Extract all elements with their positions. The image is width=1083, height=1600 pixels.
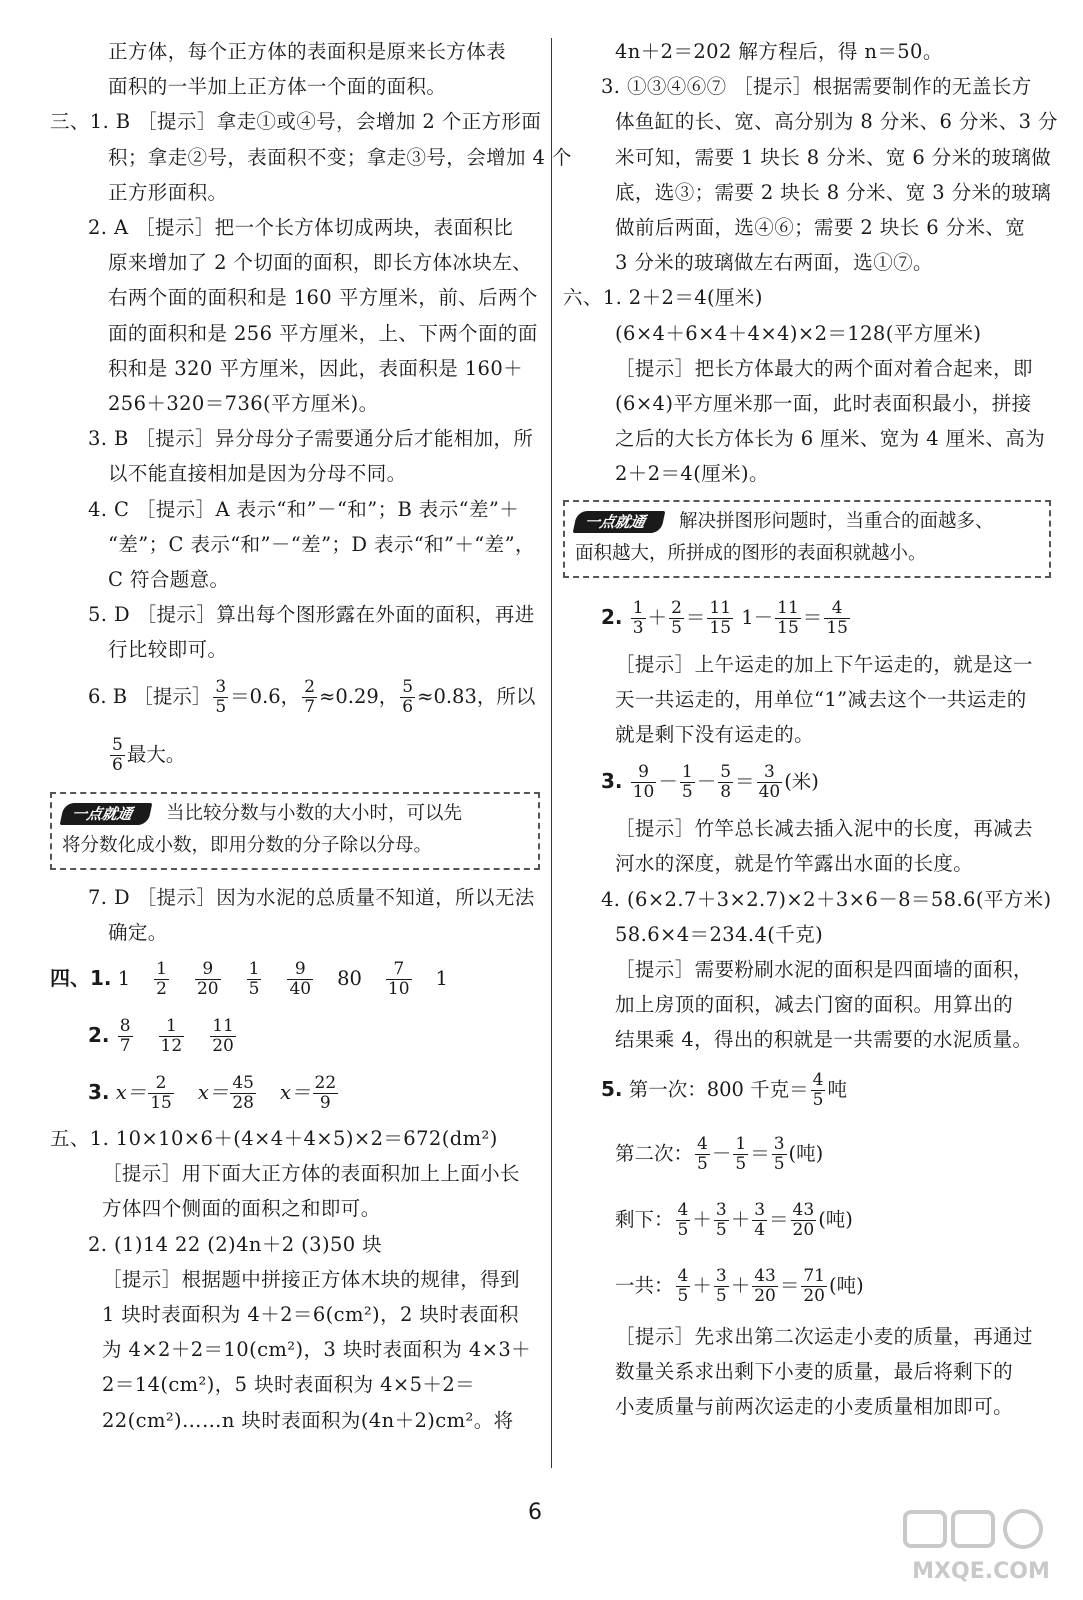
- q4-block: [563, 882, 1051, 1058]
- numerator: 8: [119, 1016, 131, 1037]
- fraction: [733, 1135, 748, 1174]
- math-text: ＋: [692, 1207, 712, 1231]
- section-4-q2: 2. $\frac{8}{7}$ $\frac{1}{12}$ $\frac{11}{20}$: [50, 1007, 540, 1064]
- text-line: 积和是 320 平方厘米，因此，表面积是 160＋: [108, 356, 524, 380]
- denominator: 5: [671, 617, 682, 638]
- page-number: 6: [528, 1500, 542, 1525]
- text-line: ［提示］先求出第二次运走小麦的质量，再通过: [615, 1324, 1033, 1348]
- math-text: －: [711, 1141, 732, 1165]
- fraction: [631, 599, 646, 638]
- math-text: 吨: [827, 1077, 847, 1101]
- numerator: 4: [824, 599, 850, 619]
- text-line: 做前后两面，选④⑥；需要 2 块长 6 分米、宽: [615, 216, 1026, 240]
- math-text: ＝: [735, 770, 755, 794]
- math-text: ＝: [685, 605, 706, 629]
- variable-x: x＝: [197, 1081, 229, 1105]
- fraction: $\frac{5}{6}$: [402, 676, 414, 717]
- denominator: 20: [212, 1036, 234, 1057]
- tip-box-2: 一点就通 解决拼图形问题时，当重合的面越多、 面积越大，所拼成的图形的表面积就越小。: [563, 500, 1051, 578]
- text-line: 面的面积和是 256 平方厘米，上、下两个面的面: [108, 321, 538, 345]
- section-4-q3: 3. x＝ $\frac{2}{15}$ x＝ $\frac{45}{28}$ x＝ $\frac{22}{9}$: [50, 1064, 540, 1121]
- watermark-logo-icon: [901, 1508, 1061, 1586]
- text-line: 加上房顶的面积，减去门窗的面积。用算出的: [615, 993, 1014, 1017]
- math-text: ＝: [750, 1141, 770, 1165]
- math-text: 剩下：: [615, 1207, 674, 1231]
- text-line: 1 块时表面积为 4＋2＝6(cm²)，2 块时表面积: [102, 1303, 519, 1327]
- denominator: 7: [119, 1036, 131, 1057]
- numerator: 7: [386, 960, 412, 980]
- text-line: 就是剩下没有运走的。: [615, 723, 815, 747]
- q2-tip: [563, 647, 1051, 753]
- fraction: [757, 763, 783, 802]
- denominator: 20: [196, 979, 219, 1000]
- text-line: 58.6×4＝234.4(千克): [615, 922, 824, 946]
- denominator: 15: [826, 617, 848, 638]
- fraction: [676, 1201, 691, 1240]
- text-line: 正方形面积。: [108, 180, 228, 204]
- denominator: 5: [681, 782, 693, 803]
- numerator: 11: [212, 1016, 234, 1037]
- numerator: 3: [715, 1265, 727, 1286]
- fraction: $\frac{2}{7}$: [304, 676, 316, 717]
- text-line: ［提示］用下面大正方体的表面积加上上面小长: [102, 1162, 520, 1186]
- text-line: 河水的深度，就是竹竿露出水面的长度。: [615, 852, 974, 876]
- numerator: 1: [159, 1017, 185, 1037]
- fraction: [695, 1135, 710, 1174]
- right-lines-block: [563, 34, 1058, 492]
- fraction: [148, 1074, 174, 1113]
- text-line: ［提示］把长方体最大的两个面对着合起来，即: [615, 356, 1033, 380]
- tip-badge: 一点就通: [573, 511, 666, 533]
- numerator: 5: [720, 762, 732, 783]
- denominator: 5: [248, 979, 260, 1000]
- numerator: 22: [314, 1073, 337, 1094]
- q5-line-2: [563, 1121, 1051, 1187]
- math-text: 第二次：: [615, 1141, 694, 1165]
- text-line: 3 分米的玻璃做左右两面，选①⑦。: [615, 251, 933, 275]
- math-text: 80: [337, 967, 362, 991]
- text-line: 3. B ［提示］异分母分子需要通分后才能相加，所: [88, 427, 534, 451]
- math-text: ＋: [692, 1273, 712, 1297]
- numerator: 43: [792, 1199, 815, 1220]
- numerator: 4: [677, 1199, 689, 1220]
- denominator: 20: [754, 1285, 776, 1306]
- fraction: [159, 1017, 185, 1056]
- fraction: [287, 960, 313, 999]
- q6-prefix: 6. B ［提示］: [88, 684, 212, 708]
- fraction: [772, 1135, 787, 1174]
- numerator: 4: [812, 1069, 824, 1090]
- fraction: [230, 1074, 256, 1113]
- fraction: [210, 1017, 236, 1056]
- fraction: $\frac{3}{5}$: [215, 676, 227, 717]
- denominator: 9: [319, 1093, 331, 1114]
- denominator: 5: [677, 1219, 689, 1240]
- text-line: 底，选③；需要 2 块长 8 分米、宽 3 分米的玻璃: [615, 180, 1052, 204]
- text-line: 小麦质量与前两次运走的小麦质量相加即可。: [615, 1395, 1014, 1419]
- tip-box-1: 一点就通 当比较分数与小数的大小时，可以先 将分数化成小数，即用分数的分子除以分母。: [50, 792, 540, 870]
- text-line: 为 4×2＋2＝10(cm²)，3 块时表面积为 4×3＋: [102, 1338, 532, 1362]
- text-line: 五、1. 10×10×6＋(4×4＋4×5)×2＝672(dm²): [50, 1127, 498, 1151]
- text-line: 右两个面的面积和是 160 平方厘米，前、后两个: [108, 286, 538, 310]
- numerator: 9: [287, 960, 313, 980]
- numerator: 3: [757, 763, 783, 783]
- numerator: 71: [803, 1265, 825, 1286]
- numerator: 9: [195, 960, 221, 980]
- q7-line-2: 确定。: [108, 920, 168, 944]
- numerator: 3: [773, 1133, 785, 1154]
- numerator: 1: [735, 1133, 747, 1154]
- text-line: 原来增加了 2 个切面的面积，即长方体冰块左、: [108, 251, 533, 275]
- fraction: [707, 599, 733, 638]
- numerator: 43: [754, 1265, 776, 1286]
- math-text: ＋: [730, 1273, 751, 1297]
- fraction: [801, 1267, 827, 1306]
- text-line: 米可知，需要 1 块长 8 分米、宽 6 分米的玻璃做: [615, 145, 1052, 169]
- text-line: 方体四个侧面的面积之和即可。: [102, 1197, 381, 1221]
- denominator: 20: [792, 1219, 815, 1240]
- q6-line: 6. B ［提示］ $\frac{3}{5}$ ＝0.6， $\frac{2}{7}$ ≈0.29， $\frac{5}{6}$ ≈0.83，所以: [88, 676, 536, 717]
- fraction: [118, 1017, 133, 1056]
- denominator: 3: [632, 617, 644, 638]
- text-line: 4. (6×2.7＋3×2.7)×2＋3×6－8＝58.6(平方米): [601, 887, 1052, 911]
- denominator: 10: [387, 979, 410, 1000]
- math-text: (吨): [818, 1207, 853, 1231]
- fraction: [631, 763, 657, 802]
- text-line: 256＋320＝736(平方厘米)。: [108, 392, 379, 416]
- numerator: 9: [631, 763, 657, 783]
- math-text: ＝: [779, 1273, 800, 1297]
- denominator: 2: [156, 979, 167, 1000]
- denominator: 5: [812, 1089, 824, 1110]
- denominator: 20: [803, 1285, 825, 1306]
- text-line: 积；拿走②号，表面积不变；拿走③号，会增加 4 个: [108, 145, 572, 169]
- denominator: 40: [758, 782, 781, 803]
- text-line: 体鱼缸的长、宽、高分别为 8 分米、6 分米、3 分: [615, 110, 1058, 134]
- fraction: [680, 763, 695, 802]
- numerator: 11: [709, 597, 732, 618]
- math-text: ＝: [769, 1207, 789, 1231]
- denominator: 15: [709, 617, 732, 638]
- left-column: [50, 34, 572, 1438]
- text-line: 天一共运走的，用单位“1”减去这个一共运走的: [615, 687, 1027, 711]
- text-line: 4. C ［提示］A 表示“和”－“和”；B 表示“差”＋: [88, 497, 520, 521]
- fraction: $\frac{5}{6}$: [112, 734, 123, 775]
- text-line: 4n＋2＝202 解方程后，得 n＝50。: [615, 40, 943, 63]
- denominator: 15: [150, 1093, 172, 1114]
- text-line: ［提示］上午运走的加上下午运走的，就是这一: [615, 652, 1033, 676]
- text-line: 22(cm²)……n 块时表面积为(4n＋2)cm²。将: [102, 1408, 514, 1432]
- denominator: 5: [677, 1285, 689, 1306]
- numerator: 1: [681, 762, 693, 783]
- math-text: 1: [435, 967, 448, 991]
- text-line: ［提示］竹竿总长减去插入泥中的长度，再减去: [615, 817, 1033, 841]
- numerator: 3: [715, 1199, 727, 1220]
- numerator: 11: [777, 597, 799, 618]
- fraction: [154, 960, 169, 999]
- variable-x: x＝: [280, 1081, 311, 1105]
- text-line: 之后的大长方体长为 6 厘米、宽为 4 厘米、高为: [615, 427, 1046, 451]
- text-line: (6×4＋6×4＋4×4)×2＝128(平方厘米): [615, 321, 982, 345]
- q3-tip: [563, 811, 1051, 881]
- numerator: 2: [671, 597, 682, 618]
- q5-line-3: [563, 1187, 1051, 1253]
- math-text: －: [696, 770, 717, 794]
- q5-tip: [563, 1319, 1051, 1425]
- denominator: 8: [720, 782, 732, 803]
- fraction: [676, 1267, 691, 1306]
- text-line: 面积的一半加上正方体一个面的面积。: [108, 75, 447, 99]
- fraction: [313, 1074, 339, 1113]
- numerator: 2: [148, 1074, 174, 1094]
- fraction: [752, 1267, 778, 1306]
- text-line: 5. D ［提示］算出每个图形露在外面的面积，再进: [88, 603, 535, 627]
- math-text: (吨): [788, 1141, 824, 1165]
- fraction: [718, 763, 733, 802]
- q5-line-1: 5. 第一次：800 千克＝ $\frac{4}{5}$ 吨: [601, 1069, 847, 1110]
- text-line: 2＝14(cm²)，5 块时表面积为 4×5＋2＝: [102, 1373, 476, 1397]
- fraction: [714, 1201, 729, 1240]
- fraction: [791, 1201, 817, 1240]
- denominator: 10: [632, 782, 655, 803]
- math-text: －: [658, 770, 678, 794]
- text-line: 3. ①③④⑥⑦ ［提示］根据需要制作的无盖长方: [601, 75, 1032, 99]
- q3-equation: 3. $\frac{9}{10}$ － $\frac{1}{5}$ － $\frac{5}{8}$ ＝ $\frac{3}{40}$ (米): [601, 762, 819, 803]
- fraction: [669, 599, 684, 638]
- fraction: [775, 599, 801, 638]
- numerator: 1: [632, 597, 644, 618]
- text-line: 2＋2＝4(厘米)。: [615, 462, 769, 486]
- fraction: [811, 1071, 826, 1110]
- math-text: ＝: [802, 605, 823, 629]
- text-line: 三、1. B ［提示］拿走①或④号，会增加 2 个正方形面: [50, 110, 542, 134]
- text-line: “差”；C 表示“和”－“差”；D 表示“和”＋“差”，: [108, 532, 535, 556]
- denominator: 5: [697, 1153, 708, 1174]
- right-column: [563, 34, 1058, 1424]
- math-text: 一共：: [615, 1273, 674, 1297]
- numerator: 45: [232, 1073, 254, 1094]
- numerator: 3: [754, 1199, 766, 1220]
- fraction: [195, 960, 221, 999]
- section-5-block: [50, 1121, 540, 1438]
- text-line: ［提示］根据题中拼接正方体木块的规律，得到: [102, 1267, 520, 1291]
- numerator: 1: [156, 959, 167, 980]
- section-4-q1: 四、1. 1 $\frac{1}{2}$ $\frac{9}{20}$ $\frac{1}{5}$ $\frac{9}{40}$ 80 $\frac{7}{10}$ 1: [50, 959, 448, 1000]
- fraction: [752, 1201, 767, 1240]
- denominator: 5: [715, 1285, 727, 1306]
- text-line: ［提示］需要粉刷水泥的面积是四面墙的面积，: [615, 958, 1033, 982]
- math-text: (米): [784, 770, 819, 794]
- fraction: [386, 960, 412, 999]
- text-line: 行比较即可。: [108, 638, 228, 662]
- text-line: C 符合题意。: [108, 568, 230, 592]
- denominator: 12: [160, 1036, 183, 1057]
- column-divider: [551, 38, 552, 1468]
- fraction: [247, 960, 262, 999]
- watermark-text: MXQE.COM: [912, 1559, 1050, 1584]
- tip-badge: 一点就通: [60, 803, 153, 825]
- denominator: 40: [289, 979, 312, 1000]
- text-line: 结果乘 4，得出的积就是一共需要的水泥质量。: [615, 1028, 1033, 1052]
- text-line: (6×4)平方厘米那一面，此时表面积最小，拼接: [615, 392, 1032, 416]
- numerator: 1: [248, 959, 260, 980]
- numerator: 4: [697, 1133, 708, 1154]
- q2-equation: 2. $\frac{1}{3}$ ＋ $\frac{2}{5}$ ＝ $\frac{11}{15}$ 1－ $\frac{11}{15}$ ＝ $\frac{4}{15}$: [601, 597, 848, 638]
- q7-line-1: 7. D ［提示］因为水泥的总质量不知道，所以无法: [88, 885, 535, 909]
- fraction: [824, 599, 850, 638]
- q5-line-4: [563, 1253, 1051, 1319]
- math-text: (吨): [829, 1273, 864, 1297]
- denominator: 5: [715, 1219, 727, 1240]
- text-line: 数量关系求出剩下小麦的质量，最后将剩下的: [615, 1359, 1014, 1383]
- text-line: 正方体，每个正方体的表面积是原来长方体表: [108, 40, 507, 63]
- q6-line-2: $\frac{5}{6}$ 最大。: [112, 734, 186, 775]
- denominator: 28: [232, 1093, 254, 1114]
- fraction: [714, 1267, 729, 1306]
- variable-x: x＝: [115, 1081, 147, 1105]
- text-line: 六、1. 2＋2＝4(厘米): [563, 286, 763, 310]
- denominator: 5: [773, 1153, 785, 1174]
- math-text: ＋: [647, 605, 668, 629]
- math-text: ＋: [730, 1207, 751, 1231]
- text-line: 2. (1)14 22 (2)4n＋2 (3)50 块: [88, 1232, 383, 1256]
- text-line: 2. A ［提示］把一个长方体切成两块，表面积比: [88, 216, 514, 240]
- denominator: 5: [735, 1153, 747, 1174]
- math-text: 第一次：800 千克＝: [628, 1077, 809, 1101]
- left-lines-block: [50, 34, 572, 668]
- denominator: 4: [754, 1219, 766, 1240]
- text-line: 以不能直接相加是因为分母不同。: [108, 462, 407, 486]
- math-text: 1: [117, 967, 131, 991]
- denominator: 15: [777, 617, 799, 638]
- numerator: 4: [677, 1265, 689, 1286]
- math-text: 1－: [735, 605, 774, 629]
